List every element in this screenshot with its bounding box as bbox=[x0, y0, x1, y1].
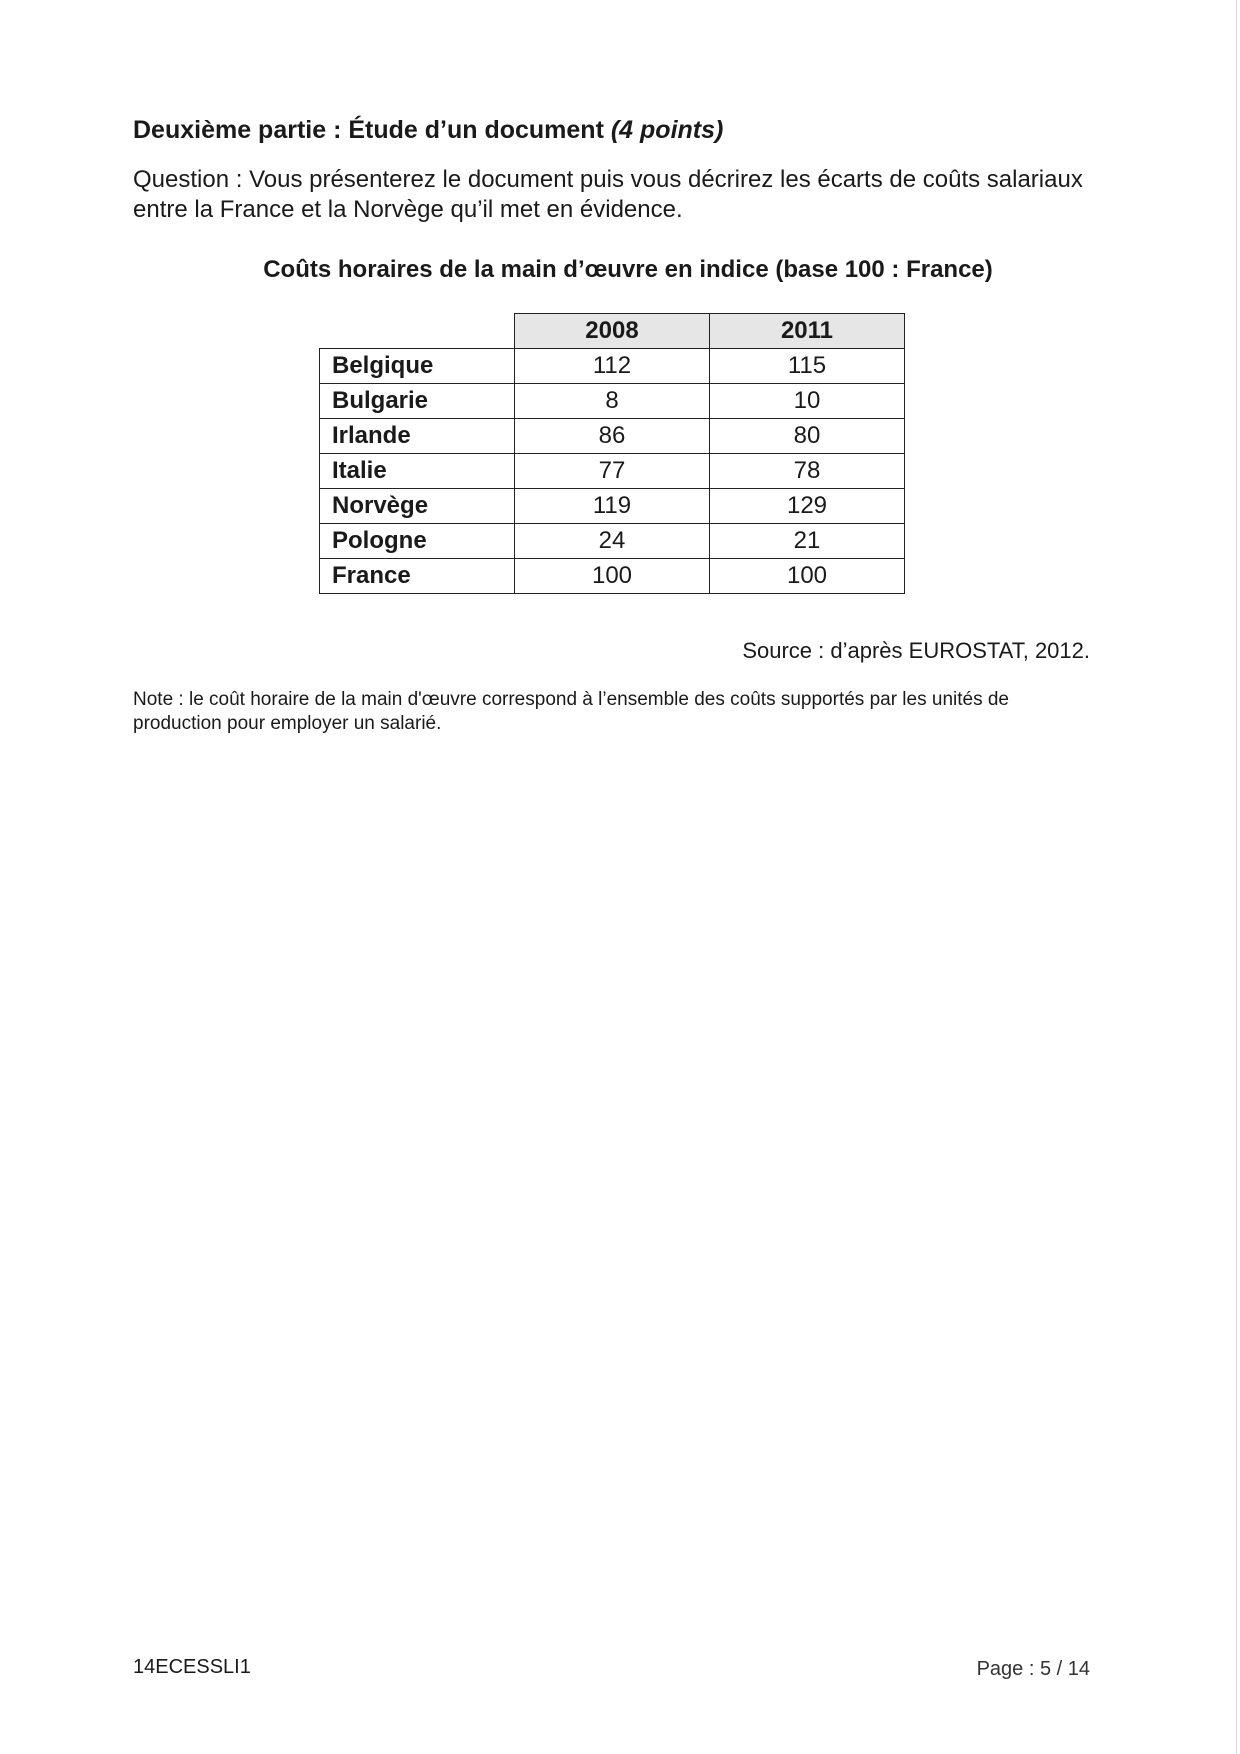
country-cell: Pologne bbox=[320, 524, 515, 559]
footnote: Note : le coût horaire de la main d'œuvre correspond à l’ensemble des coûts supportés par les unités de production pour employer un salarié. bbox=[133, 689, 1009, 734]
country-cell: Irlande bbox=[320, 419, 515, 454]
table-row bbox=[320, 524, 905, 559]
table-corner-cell bbox=[320, 314, 515, 349]
country-cell: Norvège bbox=[320, 489, 515, 524]
table-row bbox=[320, 454, 905, 489]
table-row bbox=[320, 384, 905, 419]
section-points: (4 points) bbox=[610, 116, 724, 144]
country-cell: Italie bbox=[320, 454, 515, 489]
table-header-row bbox=[320, 314, 905, 349]
value-cell: 86 bbox=[515, 419, 710, 454]
value-cell: 78 bbox=[710, 454, 905, 489]
value-cell: 24 bbox=[515, 524, 710, 559]
table-row bbox=[320, 559, 905, 594]
column-header-2011: 2011 bbox=[710, 314, 905, 349]
country-cell: Bulgarie bbox=[320, 384, 515, 419]
value-cell: 129 bbox=[710, 489, 905, 524]
value-cell: 77 bbox=[515, 454, 710, 489]
section-heading bbox=[133, 116, 723, 145]
value-cell: 8 bbox=[515, 384, 710, 419]
table-row bbox=[320, 419, 905, 454]
value-cell: 112 bbox=[515, 349, 710, 384]
value-cell: 119 bbox=[515, 489, 710, 524]
value-cell: 80 bbox=[710, 419, 905, 454]
value-cell: 10 bbox=[710, 384, 905, 419]
table-row bbox=[320, 489, 905, 524]
labor-cost-table bbox=[319, 313, 905, 594]
table-row bbox=[320, 349, 905, 384]
value-cell: 21 bbox=[710, 524, 905, 559]
country-cell: Belgique bbox=[320, 349, 515, 384]
document-code: 14ECESSLI1 bbox=[133, 1656, 251, 1678]
value-cell: 100 bbox=[710, 559, 905, 594]
section-heading-text: Deuxième partie : Étude d’un document bbox=[133, 116, 604, 144]
table-title-text: Coûts horaires de la main d’œuvre en indice (base 100 : France) bbox=[263, 256, 993, 283]
page-number: Page : 5 / 14 bbox=[976, 1658, 1090, 1680]
source-citation: Source : d’après EUROSTAT, 2012. bbox=[742, 638, 1090, 663]
value-cell: 100 bbox=[515, 559, 710, 594]
country-cell: France bbox=[320, 559, 515, 594]
question-text: Question : Vous présenterez le document puis vous décrirez les écarts de coûts salariaux entre la France et la Norvège qu’il met en évidence. bbox=[133, 166, 1083, 223]
value-cell: 115 bbox=[710, 349, 905, 384]
column-header-2008: 2008 bbox=[515, 314, 710, 349]
table-title bbox=[0, 256, 1240, 284]
